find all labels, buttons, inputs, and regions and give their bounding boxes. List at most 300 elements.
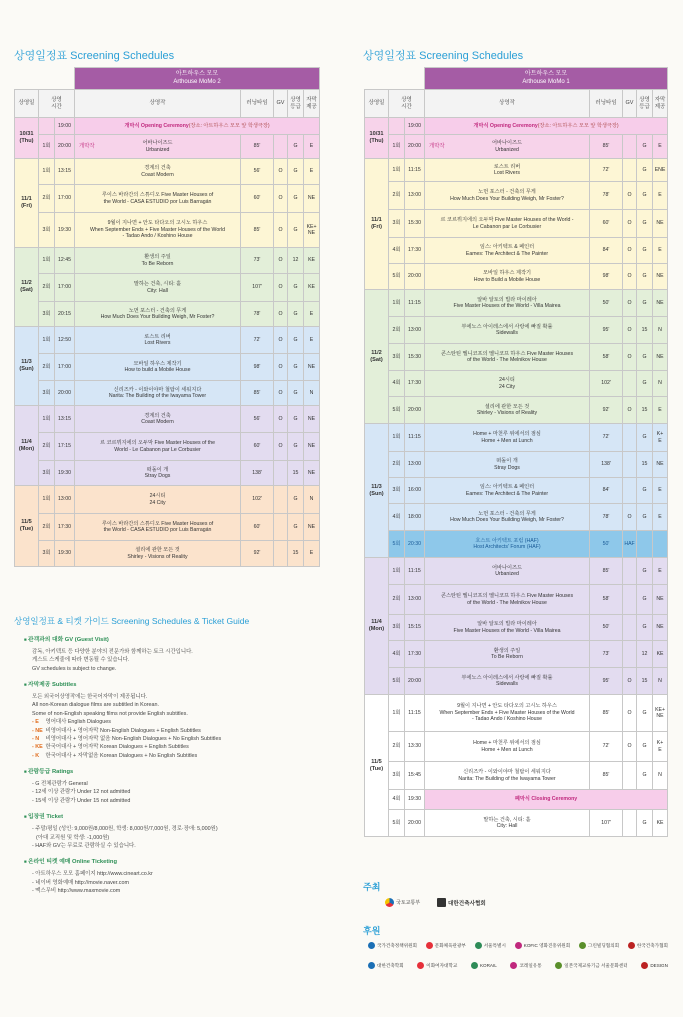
film-title[interactable] [425,238,590,264]
rating: G [637,238,653,264]
show-time: 19:30 [55,213,75,248]
schedule-row [365,615,668,641]
rating: G [637,558,653,585]
supporter-logo [641,962,668,969]
film-name: 9월이 지나면 + 안도 타다오의 고시노 하우스 When September Ends + Five Master Houses of the World - Tadao Ando / Koshino House [439,703,575,723]
gv [623,371,637,397]
show-number: 2회 [389,182,405,210]
film-title[interactable] [425,615,590,641]
show-number: 4회 [389,504,405,531]
schedule-row [365,641,668,668]
supporter-logo-icon [510,962,517,969]
runtime: 85' [590,558,623,585]
venue-name: 아트하우스 모모 Arthouse MoMo 2 [75,68,320,90]
ticket-heading: ■ 입장권 Ticket [24,813,324,822]
opening-film-tag: 개막작 [429,143,445,150]
ticket-text-1: - 주말/평일 (성인: 9,000원/8,000원, 학생: 8,000원/7,000원, 경로·장애: 5,000원) [32,826,218,833]
film-title[interactable] [75,541,241,567]
supporter-logo [555,962,627,969]
film-title[interactable] [425,668,590,695]
runtime: 85' [590,695,623,732]
column-header: 러닝타임 [241,90,274,118]
show-number: 3회 [39,461,55,486]
film-title[interactable] [425,210,590,238]
supporter-logo [368,942,417,949]
show-time: 20:00 [405,135,425,159]
subtitle-code: ENE [653,159,668,182]
show-number: 2회 [39,433,55,461]
film-title[interactable] [75,274,241,302]
subtitle-code: KE [304,274,320,302]
subtitle-code: E [304,541,320,567]
schedule-row [365,762,668,790]
schedule-row [365,290,668,317]
subtitle-code: N [653,668,668,695]
rating: G [288,327,304,354]
runtime: 78' [241,302,274,327]
runtime: 78' [590,504,623,531]
show-time: 20:00 [405,397,425,424]
gv [623,762,637,790]
film-name: 임스: 아키텍트 & 페인터 Eames: The Architect & The Painter [465,484,549,497]
film-name: 24시티 24 City [149,493,166,506]
subtitle-code: E [653,558,668,585]
film-name: 신리즈카 - 이와이야마 철탑이 세워지다 Narita: The Building of the Iwayama Tower [108,386,207,399]
schedule-row [365,317,668,344]
gv: O [623,695,637,732]
film-title[interactable] [75,327,241,354]
show-time: 20:15 [55,302,75,327]
film-title[interactable] [75,406,241,433]
film-title[interactable] [425,762,590,790]
left-schedule-table [14,67,320,567]
show-number: 1회 [389,695,405,732]
show-time: 19:00 [405,118,425,135]
runtime: 78' [590,182,623,210]
rating: G [288,354,304,381]
gv: O [623,504,637,531]
film-title[interactable] [425,641,590,668]
show-time: 17:30 [405,641,425,668]
supporters-row-2 [368,962,668,969]
supporter-logo-icon [641,962,648,969]
gv-text-3: GV schedules is subject to change. [32,665,117,672]
date-cell: 11/2 (Sat) [365,290,389,424]
schedule-row [365,790,668,810]
rating: G [637,210,653,238]
gv [623,478,637,504]
schedule-row [15,327,320,354]
show-time: 11:15 [405,424,425,452]
film-title[interactable] [425,695,590,732]
online-link-1[interactable]: - 아트하우스 모모 홈페이지 http://www.cineart.co.kr [32,871,153,878]
runtime: 60' [590,210,623,238]
show-time: 17:30 [405,238,425,264]
supporter-name: 서울특별시 [483,942,506,948]
ratings-heading: ■ 관람등급 Ratings [24,768,324,777]
film-title[interactable] [75,354,241,381]
show-time: 15:45 [405,762,425,790]
runtime: 60' [241,514,274,541]
column-header: 자막 제공 [653,90,668,118]
supporter-logo [368,962,404,969]
schedule-row [15,185,320,213]
header-row [365,90,668,118]
show-number: 3회 [389,210,405,238]
show-number [389,118,405,135]
film-name: 콘스탄틴 멜니코프의 멜니코프 하우스 Five Master Houses of the World - The Melnikov House [440,593,574,606]
date-cell: 11/5 (Tue) [365,695,389,837]
show-number: 2회 [389,732,405,762]
gv: O [623,264,637,290]
right-title: 상영일정표 Screening Schedules [363,50,524,62]
show-number: 3회 [39,541,55,567]
film-title[interactable] [425,135,590,159]
gv: O [274,381,288,406]
gv [623,452,637,478]
show-time: 13:30 [405,732,425,762]
film-title[interactable] [425,182,590,210]
film-name: 콘스탄틴 멜니코프의 멜니코프 하우스 Five Master Houses of the World - The Melnikov House [440,350,574,363]
opening-ceremony: 개막식 Opening Ceremony(장소: 아트하우스 모모 앞 학생극장) [425,118,668,135]
rating: G [637,695,653,732]
gv [274,135,288,159]
supporter-logo-icon [368,962,375,969]
runtime: 50' [590,615,623,641]
code-description: 한국어대사 + 영어자막 Korean Dialogues + English Subtitles [44,744,189,751]
runtime: 98' [590,264,623,290]
supporter-name: 일본국제교류기금 서울문화센터 [564,962,628,968]
gv: O [623,732,637,762]
runtime: 50' [590,531,623,558]
subtitle-code: KE [653,810,668,837]
gv [623,615,637,641]
sub-text-2: All non-Korean dialogue films are subtitled in Korean. [32,702,160,709]
film-title[interactable] [425,732,590,762]
runtime: 92' [590,397,623,424]
host-logo-molit [385,898,420,907]
film-title[interactable] [425,531,590,558]
show-time: 17:00 [55,274,75,302]
date-cell: 11/1 (Fri) [15,159,39,248]
film-title[interactable] [425,424,590,452]
support-label: 후원 [363,926,381,936]
supporter-logo [417,962,457,969]
show-number: 2회 [39,185,55,213]
subtitles-heading: ■ 자막제공 Subtitles [24,681,324,690]
gv [623,424,637,452]
show-time: 12:45 [55,248,75,274]
schedule-row [365,478,668,504]
supporter-logo [475,942,506,949]
gv: O [274,185,288,213]
host-name-2: 대한건축사협회 [448,900,486,907]
ticket-text-3: - HAF와 GV는 무료로 관람하실 수 있습니다. [32,842,136,849]
runtime: 85' [241,381,274,406]
show-time: 13:00 [405,585,425,615]
show-time: 13:15 [55,159,75,185]
runtime: 107' [241,274,274,302]
runtime: 73' [590,641,623,668]
film-title[interactable] [425,264,590,290]
schedule-row [15,354,320,381]
rating: 15 [637,452,653,478]
gv: O [623,238,637,264]
venue-name: 아트하우스 모모 Arthouse MoMo 1 [425,68,668,90]
rating: G [637,290,653,317]
runtime: 102' [590,371,623,397]
rating: 15 [637,397,653,424]
show-number: 3회 [389,615,405,641]
show-time: 20:30 [405,531,425,558]
ticket-text-2: (아대 교직원 및 학생: -1,000원) [36,834,110,841]
show-time: 17:00 [55,354,75,381]
show-number: 3회 [39,381,55,406]
runtime: 56' [241,406,274,433]
subtitle-code: E [304,327,320,354]
subtitle-code: N [653,371,668,397]
schedule-row [15,406,320,433]
date-cell: 11/3 (Sun) [15,327,39,406]
show-time: 11:15 [405,558,425,585]
gv [623,810,637,837]
gv [274,486,288,514]
rating: 12 [637,641,653,668]
show-time: 13:00 [405,182,425,210]
film-title[interactable] [75,381,241,406]
film-name: 노먼 포스터 - 건축의 무게 How Much Does Your Building Weigh, Mr Foster? [450,189,564,202]
supporter-logo [471,962,497,969]
runtime: 72' [590,732,623,762]
runtime: 58' [590,585,623,615]
column-header: 상영일 [15,90,39,118]
subtitle-code: E [304,135,320,159]
supporter-logo-icon [475,942,482,949]
show-number: 5회 [389,668,405,695]
film-title[interactable] [75,433,241,461]
code-letter: - E [32,719,39,726]
show-time: 13:00 [405,317,425,344]
show-time: 19:30 [405,790,425,810]
rating: G [288,159,304,185]
show-time: 20:00 [55,381,75,406]
film-title[interactable] [75,514,241,541]
subtitle-code: KE+ NE [653,695,668,732]
show-time: 19:30 [55,541,75,567]
film-name: 떠돌이 개 Stray Dogs [494,458,520,471]
runtime: 85' [241,213,274,248]
film-name: 환생의 주일 To Be Reborn [491,647,523,660]
film-name: 어바나이즈드 Urbanized [491,564,523,577]
right-schedule-table [364,67,668,837]
rating: G [637,732,653,762]
film-title[interactable] [425,159,590,182]
show-number: 4회 [389,790,405,810]
film-title[interactable] [75,302,241,327]
supporter-logo-icon [368,942,375,949]
film-title[interactable] [75,159,241,185]
gv: O [623,397,637,424]
film-title[interactable] [75,486,241,514]
show-time: 19:30 [55,461,75,486]
show-time: 11:15 [405,290,425,317]
schedule-row [15,135,320,159]
subtitle-code: K+ E [653,732,668,762]
date-cell: 10/31 (Thu) [15,118,39,159]
runtime: 56' [241,159,274,185]
rating: G [637,264,653,290]
venue-row [15,68,320,90]
subtitle-code: KE [304,248,320,274]
film-title[interactable] [425,504,590,531]
show-time: 17:00 [55,185,75,213]
code-description: 한국어대사 + 자막없음 Korean Dialogues + No English Subtitles [44,752,198,759]
supporter-logo-icon [426,942,433,949]
film-name: 모바일 하우스 제작기 How to Build a Mobile House [473,270,541,283]
schedule-row [365,732,668,762]
film-title[interactable] [425,290,590,317]
film-title[interactable] [425,558,590,585]
schedule-row [15,118,320,135]
show-time: 13:15 [55,406,75,433]
gv: O [274,327,288,354]
show-number: 5회 [389,397,405,424]
rating: G [637,135,653,159]
gv: O [274,433,288,461]
column-header: 러닝타임 [590,90,623,118]
schedule-row [365,424,668,452]
show-number: 3회 [39,213,55,248]
gv: HAF [623,531,637,558]
runtime: 58' [590,344,623,371]
gv-text-1: 감독, 아키텍트 등 다양한 분야의 전문가와 함께하는 토크 시간입니다. [32,648,193,655]
schedule-row [15,274,320,302]
rating: G [637,424,653,452]
film-title[interactable] [425,585,590,615]
film-title[interactable] [425,317,590,344]
subtitle-code-item [32,727,324,735]
show-time: 20:00 [405,668,425,695]
subtitle-code: KE [653,641,668,668]
show-time: 17:15 [55,433,75,461]
sub-text-3: Some of non-English speaking films not provide English subtitles. [32,710,188,717]
subtitle-code: E [653,182,668,210]
host-name-1: 국토교통부 [396,900,421,906]
runtime: 60' [241,433,274,461]
subtitle-code-item [32,743,324,751]
code-description: 영어대사 English Dialogues [44,719,111,726]
schedule-row [365,504,668,531]
guide-title: 상영일정표 & 티켓 가이드 Screening Schedules & Ticket Guide [14,616,250,626]
supporter-name: 한국건축가협회 [636,942,668,948]
subtitle-codes [32,718,324,760]
film-title[interactable] [425,397,590,424]
left-title: 상영일정표 Screening Schedules [14,50,175,62]
film-title[interactable] [425,344,590,371]
runtime: 84' [590,238,623,264]
runtime: 107' [590,810,623,837]
online-link-3[interactable]: - 맥스무비 http://www.maxmovie.com [32,888,121,895]
runtime: 138' [590,452,623,478]
show-number: 1회 [389,424,405,452]
show-time: 13:00 [55,486,75,514]
film-title[interactable] [425,371,590,397]
runtime: 85' [241,135,274,159]
film-name: 말하는 건축, 시티: 홀 City: Hall [483,816,531,829]
runtime: 92' [241,541,274,567]
show-number: 1회 [39,486,55,514]
column-header: 상영 등급 [637,90,653,118]
subtitle-code: NE [653,452,668,478]
subtitle-code: E [304,302,320,327]
film-name: 르 코르뷔지에의 오두막 Five Master Houses of the World - Le Cabanon par Le Corbusier [440,217,574,230]
host-logo-kira [437,898,486,907]
rating: G [288,406,304,433]
film-name: 부에노스 아이레스에서 사랑에 빠질 확률 Sidewalls [461,323,553,336]
subtitle-code: NE [653,344,668,371]
film-name: 루이스 바라간의 스튜디오 Five Master Houses of the World - CASA ESTUDIO por Luis Barragán [101,192,214,205]
film-title[interactable] [425,478,590,504]
schedule-row [365,695,668,732]
date-cell: 11/3 (Sun) [365,424,389,558]
runtime: 60' [241,185,274,213]
film-name: 알바 알토의 빌라 마이레아 Five Master Houses of the World - Villa Mairea [453,296,561,309]
rating: G [637,478,653,504]
show-time: 11:15 [405,695,425,732]
date-cell: 11/4 (Mon) [365,558,389,695]
schedule-row [365,344,668,371]
show-number: 1회 [39,248,55,274]
supporter-name: 국가건축정책위원회 [377,942,417,948]
schedule-row [365,264,668,290]
show-number: 3회 [389,762,405,790]
film-title[interactable] [425,452,590,478]
film-title[interactable] [75,248,241,274]
show-number: 2회 [389,452,405,478]
rating-text-3: - 15세 이상 관람가 Under 15 not admitted [32,797,131,804]
supporter-name: 대한건축학회 [377,962,404,968]
column-header: GV [623,90,637,118]
subtitle-code: NE [653,585,668,615]
gv: O [274,274,288,302]
subtitle-code: K+ E [653,424,668,452]
column-header: GV [274,90,288,118]
rating [637,531,653,558]
supporter-name: KOFIC 영화진흥위원회 [523,942,571,948]
film-name: 말하는 건축, 시티: 홀 City: Hall [133,281,182,294]
gv: O [623,317,637,344]
runtime: 72' [590,424,623,452]
show-number: 1회 [39,327,55,354]
gv [274,514,288,541]
film-name: 어바나이즈드 Urbanized [142,140,173,153]
film-title[interactable] [75,461,241,486]
schedule-row [15,381,320,406]
online-link-2[interactable]: - 네이버 영화예매 http://movie.naver.com [32,879,129,886]
film-title[interactable] [75,135,241,159]
supporter-logo-icon [628,942,635,949]
film-title[interactable] [425,810,590,837]
runtime: 72' [590,159,623,182]
schedule-row [365,159,668,182]
supporter-logo [515,942,570,949]
host-label: 주최 [363,882,381,892]
show-time: 16:00 [405,478,425,504]
film-title[interactable] [75,213,241,248]
film-title[interactable] [75,185,241,213]
rating: 15 [637,317,653,344]
sub-text-1: 모든 외국어상영작에는 한국어자막이 제공됩니다. [32,694,148,701]
